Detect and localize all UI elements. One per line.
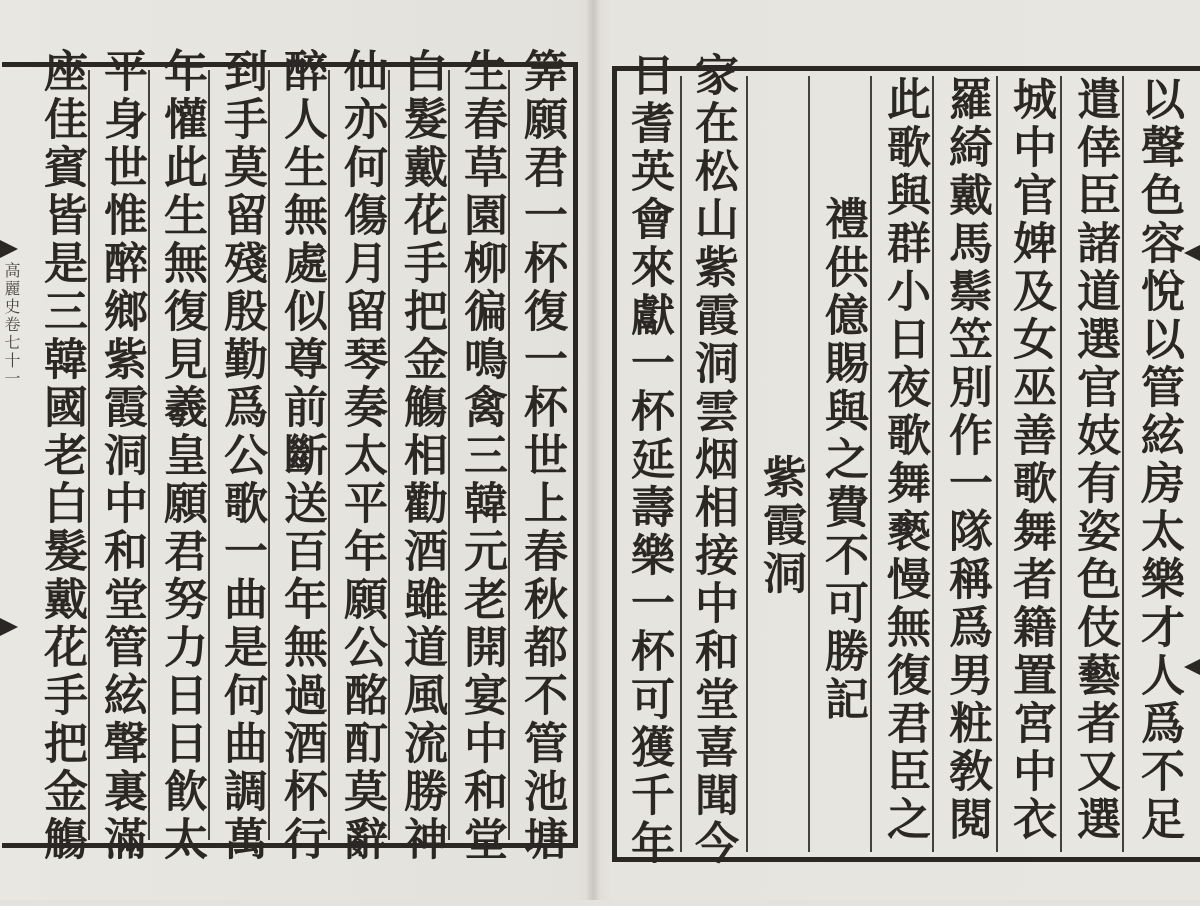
text-column: 平身世惟醉鄉紫霞洞中和堂管絃聲裏滿 bbox=[96, 48, 147, 864]
text-column: 到手莫留殘殷勤爲公歌一曲是何曲調萬 bbox=[216, 48, 267, 864]
text-column: 此歌與群小日夜歌舞褻慢無復君臣之 bbox=[879, 76, 930, 844]
text-column: 以聲色容悅以管絃房太樂才人爲不足 bbox=[1133, 76, 1184, 844]
column-rule bbox=[808, 76, 810, 852]
text-column: 筭願君一杯復一杯世上春秋都不管池塘 bbox=[516, 48, 567, 864]
book-gutter bbox=[586, 0, 600, 900]
column-rule bbox=[746, 76, 748, 852]
text-column: 白髮戴花手把金觴相勸酒雖道風流勝神 bbox=[396, 48, 447, 864]
text-column: 羅綺戴馬鬃笠別作一隊稱爲男粧敎閱 bbox=[941, 76, 992, 844]
margin-label: 高麗史卷七十一 bbox=[2, 262, 21, 388]
text-column: 仙亦何傷月留琴奏太平年願公酩酊莫辭 bbox=[336, 48, 387, 864]
column-rule bbox=[932, 76, 934, 852]
text-column: 家在松山紫霞洞雲烟相接中和堂喜聞今 bbox=[687, 52, 738, 868]
text-column: 日耆英會來獻一杯延壽樂一杯可獲千年 bbox=[623, 52, 674, 868]
section-title: 紫霞洞 bbox=[755, 454, 806, 598]
column-rule bbox=[680, 76, 682, 852]
text-column: 遣倖臣諸道選官妓有姿色伎藝者又選 bbox=[1069, 76, 1120, 844]
text-column: 城中官婢及女巫善歌舞者籍置宮中衣 bbox=[1005, 76, 1056, 844]
column-rule bbox=[1060, 76, 1062, 852]
column-rule bbox=[996, 76, 998, 852]
text-column: 醉人生無處似尊前斷送百年無過酒杯行 bbox=[276, 48, 327, 864]
text-column: 年懽此生無復見羲皇願君努力日日飮太 bbox=[156, 48, 207, 864]
column-rule bbox=[870, 76, 872, 852]
left-page bbox=[0, 48, 580, 864]
text-column: 生春草園柳徧鳴禽三韓元老開宴中和堂 bbox=[456, 48, 507, 864]
right-page bbox=[612, 52, 1200, 868]
column-rule bbox=[1122, 76, 1124, 852]
text-column: 禮供億賜與之費不可勝記 bbox=[817, 196, 868, 724]
text-column: 座佳賓皆是三韓國老白髮戴花手把金觴 bbox=[36, 48, 87, 864]
